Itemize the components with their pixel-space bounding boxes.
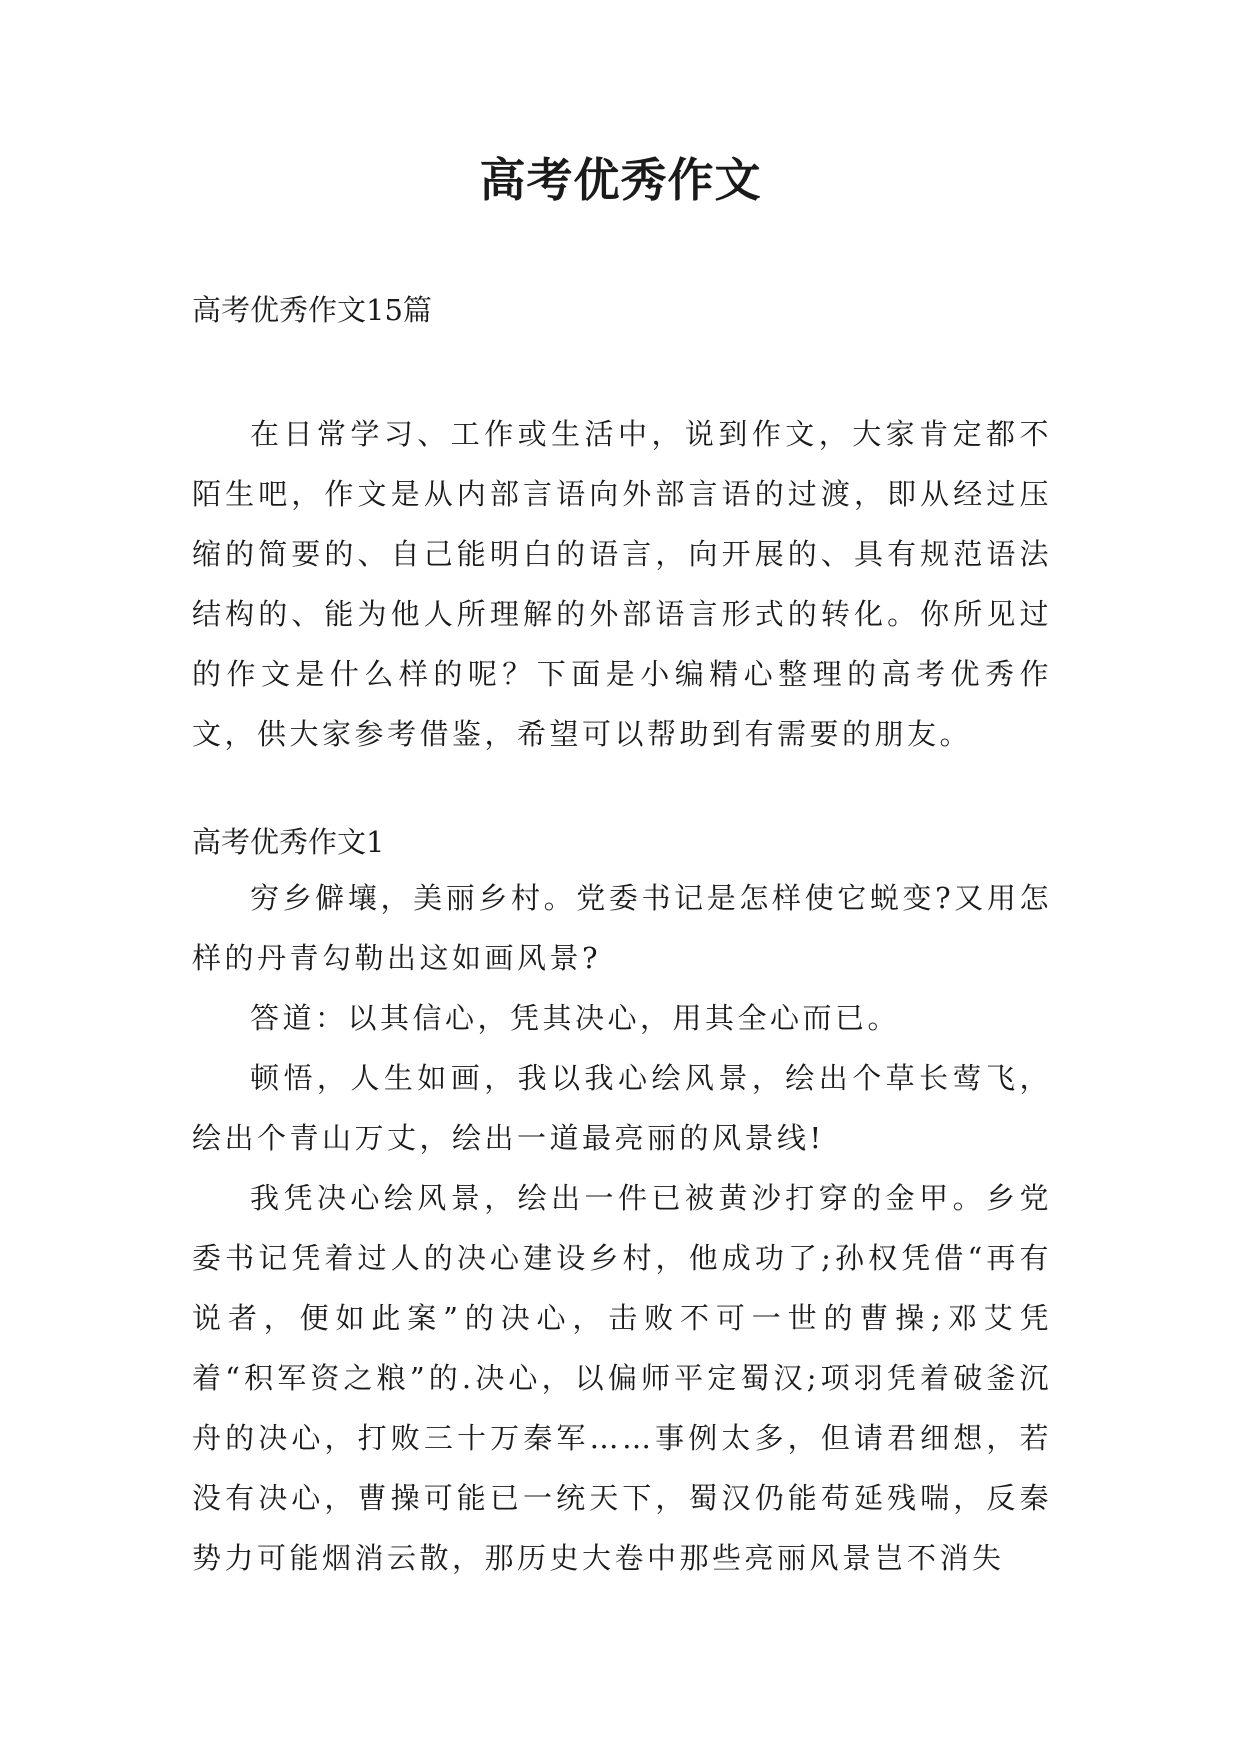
essay-paragraph: 答道：以其信心，凭其决心，用其全心而已。 — [250, 1001, 901, 1035]
essay-paragraph: 穷乡僻壤，美丽乡村。党委书记是怎样使它蜕变?又用怎样的丹青勾勒出这如画风景? — [192, 881, 1052, 975]
intro-paragraph: 在日常学习、工作或生活中，说到作文，大家肯定都不陌生吧，作文是从内部言语向外部言语的过渡，即从经过压缩的简要的、自己能明白的语言，向开展的、具有规范语法结构的、能为他人所理解的外部语言形式的转化。你所见过的作文是什么样的呢？下面是小编精心整理的高考优秀作文，供大家参考借鉴，希望可以帮助到有需要的朋友。 — [192, 417, 1052, 751]
essay-body — [192, 868, 1052, 1588]
document-subtitle: 高考优秀作文15篇 — [192, 293, 432, 327]
essay-paragraph: 顿悟，人生如画，我以我心绘风景，绘出个草长莺飞，绘出个青山万丈，绘出一道最亮丽的风景线! — [192, 1061, 1052, 1155]
essay-paragraph: 我凭决心绘风景，绘出一件已被黄沙打穿的金甲。乡党委书记凭着过人的决心建设乡村，他成功了;孙权凭借“再有说者，便如此案”的决心，击败不可一世的曹操;邓艾凭着“积军资之粮”的.决心，以偏师平定蜀汉;项羽凭着破釜沉舟的决心，打败三十万秦军……事例太多，但请君细想，若没有决心，曹操可能已一统天下，蜀汉仍能苟延残喘，反秦势力可能烟消云散，那历史大卷中那些亮丽风景岂不消失 — [192, 1181, 1052, 1575]
section-heading: 高考优秀作文1 — [192, 825, 385, 859]
document-title: 高考优秀作文 — [479, 153, 762, 207]
intro-section — [192, 404, 1052, 764]
